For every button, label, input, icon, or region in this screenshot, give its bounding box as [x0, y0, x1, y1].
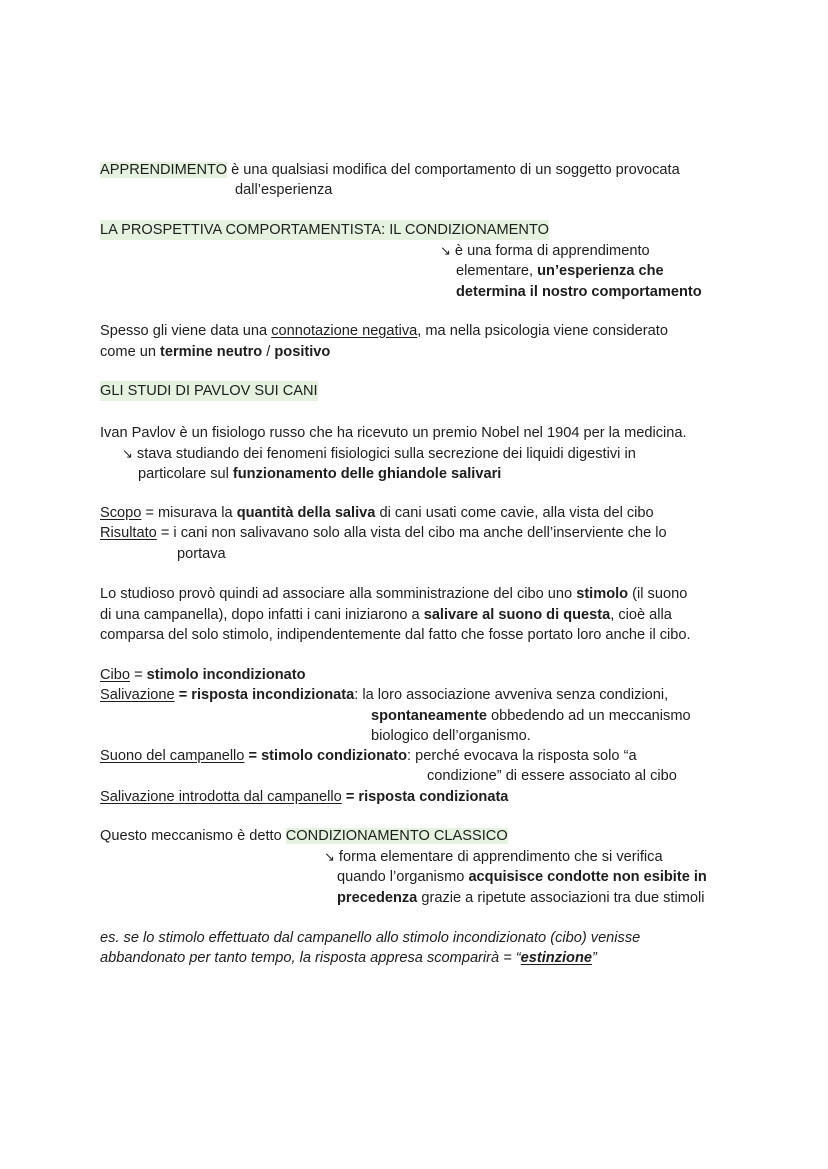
salivazione-line-3: biologico dell’organismo. [371, 728, 531, 744]
arrow-icon: ↘ [122, 446, 133, 461]
term-apprendimento: APPRENDIMENTO [100, 162, 228, 178]
cc-line-2: quando l’organismo acquisisce condotte non esibite in [337, 869, 707, 885]
cc-line-1: ↘ forma elementare di apprendimento che si verifica [324, 849, 663, 865]
example-line-1: es. se lo stimolo effettuato dal campanello allo stimolo incondizionato (cibo) venisse [100, 930, 641, 946]
definition-line-2: dall’esperienza [235, 182, 333, 198]
studio-line-3: comparsa del solo stimolo, indipendentemente dal fatto che fosse portato loro anche il cibo. [100, 627, 691, 643]
arrow-icon: ↘ [324, 849, 335, 864]
risultato-line-1: Risultato = i cani non salivavano solo alla vista del cibo ma anche dell’inserviente che lo [100, 525, 667, 541]
studio-line-1: Lo studioso provò quindi ad associare alla somministrazione del cibo uno stimolo (il suono [100, 586, 688, 602]
definition-line-1: APPRENDIMENTO è una qualsiasi modifica del comportamento di un soggetto provocata [100, 162, 680, 178]
note-line-3: determina il nostro comportamento [456, 284, 702, 300]
term-condizionamento-classico: CONDIZIONAMENTO CLASSICO [285, 828, 508, 844]
pavlov-line-1: Ivan Pavlov è un fisiologo russo che ha ricevuto un premio Nobel nel 1904 per la medicina. [100, 425, 687, 441]
pavlov-line-3: particolare sul funzionamento delle ghiandole salivari [138, 466, 502, 482]
salivazione-line-1: Salivazione = risposta incondizionata: la loro associazione avveniva senza condizioni, [100, 687, 669, 703]
suono-line-1: Suono del campanello = stimolo condizionato: perché evocava la risposta solo “a [100, 748, 637, 764]
cc-line-3: precedenza grazie a ripetute associazioni tra due stimoli [337, 890, 705, 906]
studio-line-2: di una campanella), dopo infatti i cani iniziarono a salivare al suono di questa, cioè alla [100, 607, 672, 623]
term-estinzione: estinzione [520, 950, 592, 966]
salivazione-campanello-line: Salivazione introdotta dal campanello = risposta condizionata [100, 789, 509, 805]
risultato-line-2: portava [177, 546, 226, 562]
arrow-icon: ↘ [440, 243, 451, 258]
meccanismo-line: Questo meccanismo è detto CONDIZIONAMENTO CLASSICO [100, 828, 508, 844]
scopo-label: Scopo [100, 505, 142, 521]
paragraph-connotazione-2: come un termine neutro / positivo [100, 344, 331, 360]
cibo-line: Cibo = stimolo incondizionato [100, 667, 306, 683]
risultato-label: Risultato [100, 525, 157, 541]
salivazione-line-2: spontaneamente obbedendo ad un meccanismo [371, 708, 691, 724]
suono-line-2: condizione” di essere associato al cibo [427, 768, 677, 784]
paragraph-connotazione-1: Spesso gli viene data una connotazione negativa, ma nella psicologia viene considerato [100, 323, 668, 339]
note-line-2: elementare, un’esperienza che [456, 263, 664, 279]
pavlov-line-2: ↘ stava studiando dei fenomeni fisiologici sulla secrezione dei liquidi digestivi in [122, 446, 636, 462]
section-heading-comportamentista: LA PROSPETTIVA COMPORTAMENTISTA: IL CONDIZIONAMENTO [100, 222, 549, 238]
example-line-2: abbandonato per tanto tempo, la risposta appresa scomparirà = “estinzione” [100, 950, 597, 966]
section-heading-pavlov: GLI STUDI DI PAVLOV SUI CANI [100, 383, 318, 399]
note-line-1: ↘ è una forma di apprendimento [440, 243, 650, 259]
scopo-line: Scopo = misurava la quantità della saliva di cani usati come cavie, alla vista del cibo [100, 505, 654, 521]
